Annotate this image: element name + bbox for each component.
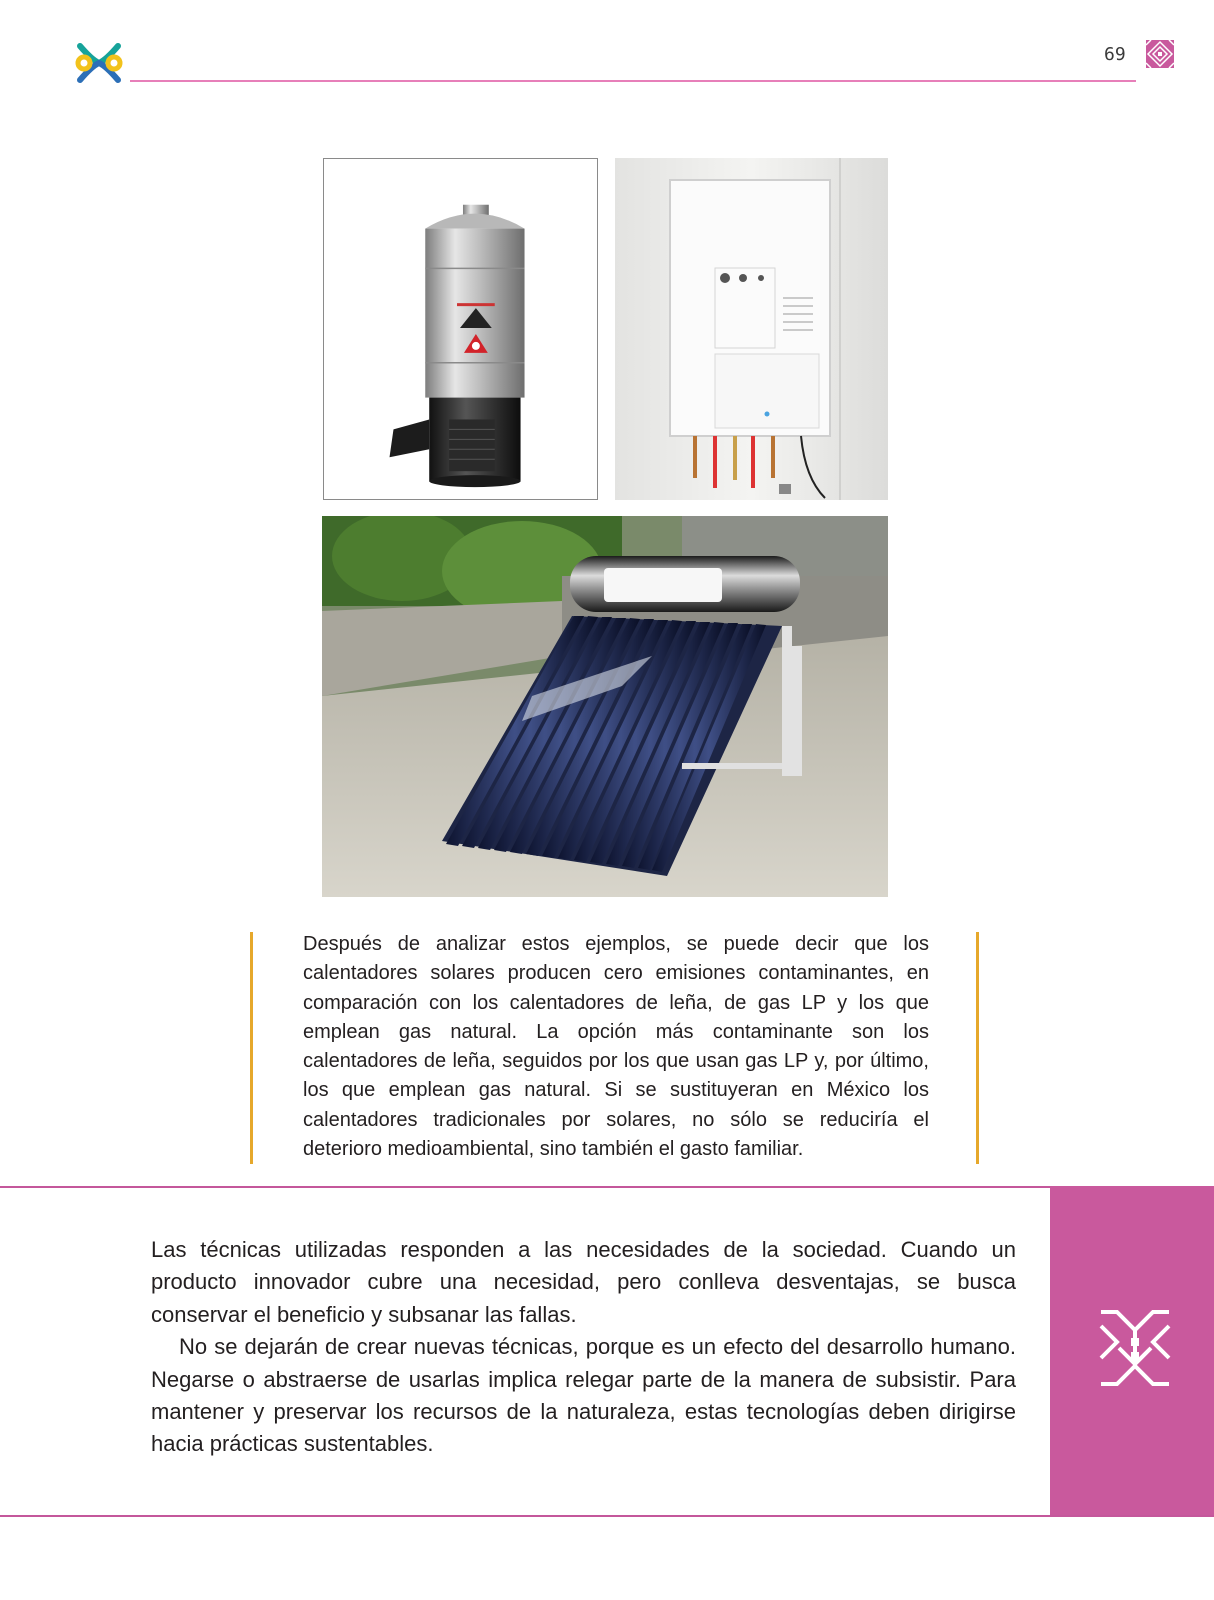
firewood-water-heater-photo (323, 158, 598, 500)
main-text (151, 1234, 1016, 1461)
section-top-rule (0, 1186, 1050, 1188)
box-right-bar (976, 932, 979, 1164)
body-paragraph-1: Las técnicas utilizadas responden a las necesidades de la sociedad. Cuando un producto innovador cubre una necesidad, pero conlleva desventajas, se busca conservar el beneficio y subsanar las fallas. (151, 1237, 1016, 1327)
page-number: 69 (1104, 44, 1126, 65)
solar-water-heater-photo (322, 516, 888, 897)
teal-yellow-blue-x-logo-icon (74, 40, 124, 86)
boxed-paragraph: Después de analizar estos ejemplos, se puede decir que los calentadores solares producen cero emisiones contaminantes, en comparación con los calentadores de leña, de gas LP y los que emplean gas natural. La opción más contaminante son los calentadores de leña, seguidos por los que usan gas LP y, por último, los que emplean gas natural. Si se sustituyeran en México los calentadores tradicionales por solares, no sólo se reduciría el deterioro medioambiental, sino también el gasto familiar. (303, 933, 929, 1161)
box-left-bar (250, 932, 253, 1164)
section-bottom-rule (0, 1515, 1214, 1517)
header-rule (130, 80, 1136, 82)
magenta-pattern-emblem-icon (1146, 40, 1174, 68)
gas-water-heater-photo (615, 158, 888, 500)
body-paragraph-2: No se dejarán de crear nuevas técnicas, porque es un efecto del desarrollo humano. Negarse o abstraerse de usarlas implica relegar parte de la manera de subsistir. Para mantener y preservar los recursos de la naturaleza, estas tecnologías deben dirigirse hacia prácticas sustentables. (151, 1334, 1016, 1457)
white-pattern-emblem-icon (1097, 1308, 1173, 1388)
